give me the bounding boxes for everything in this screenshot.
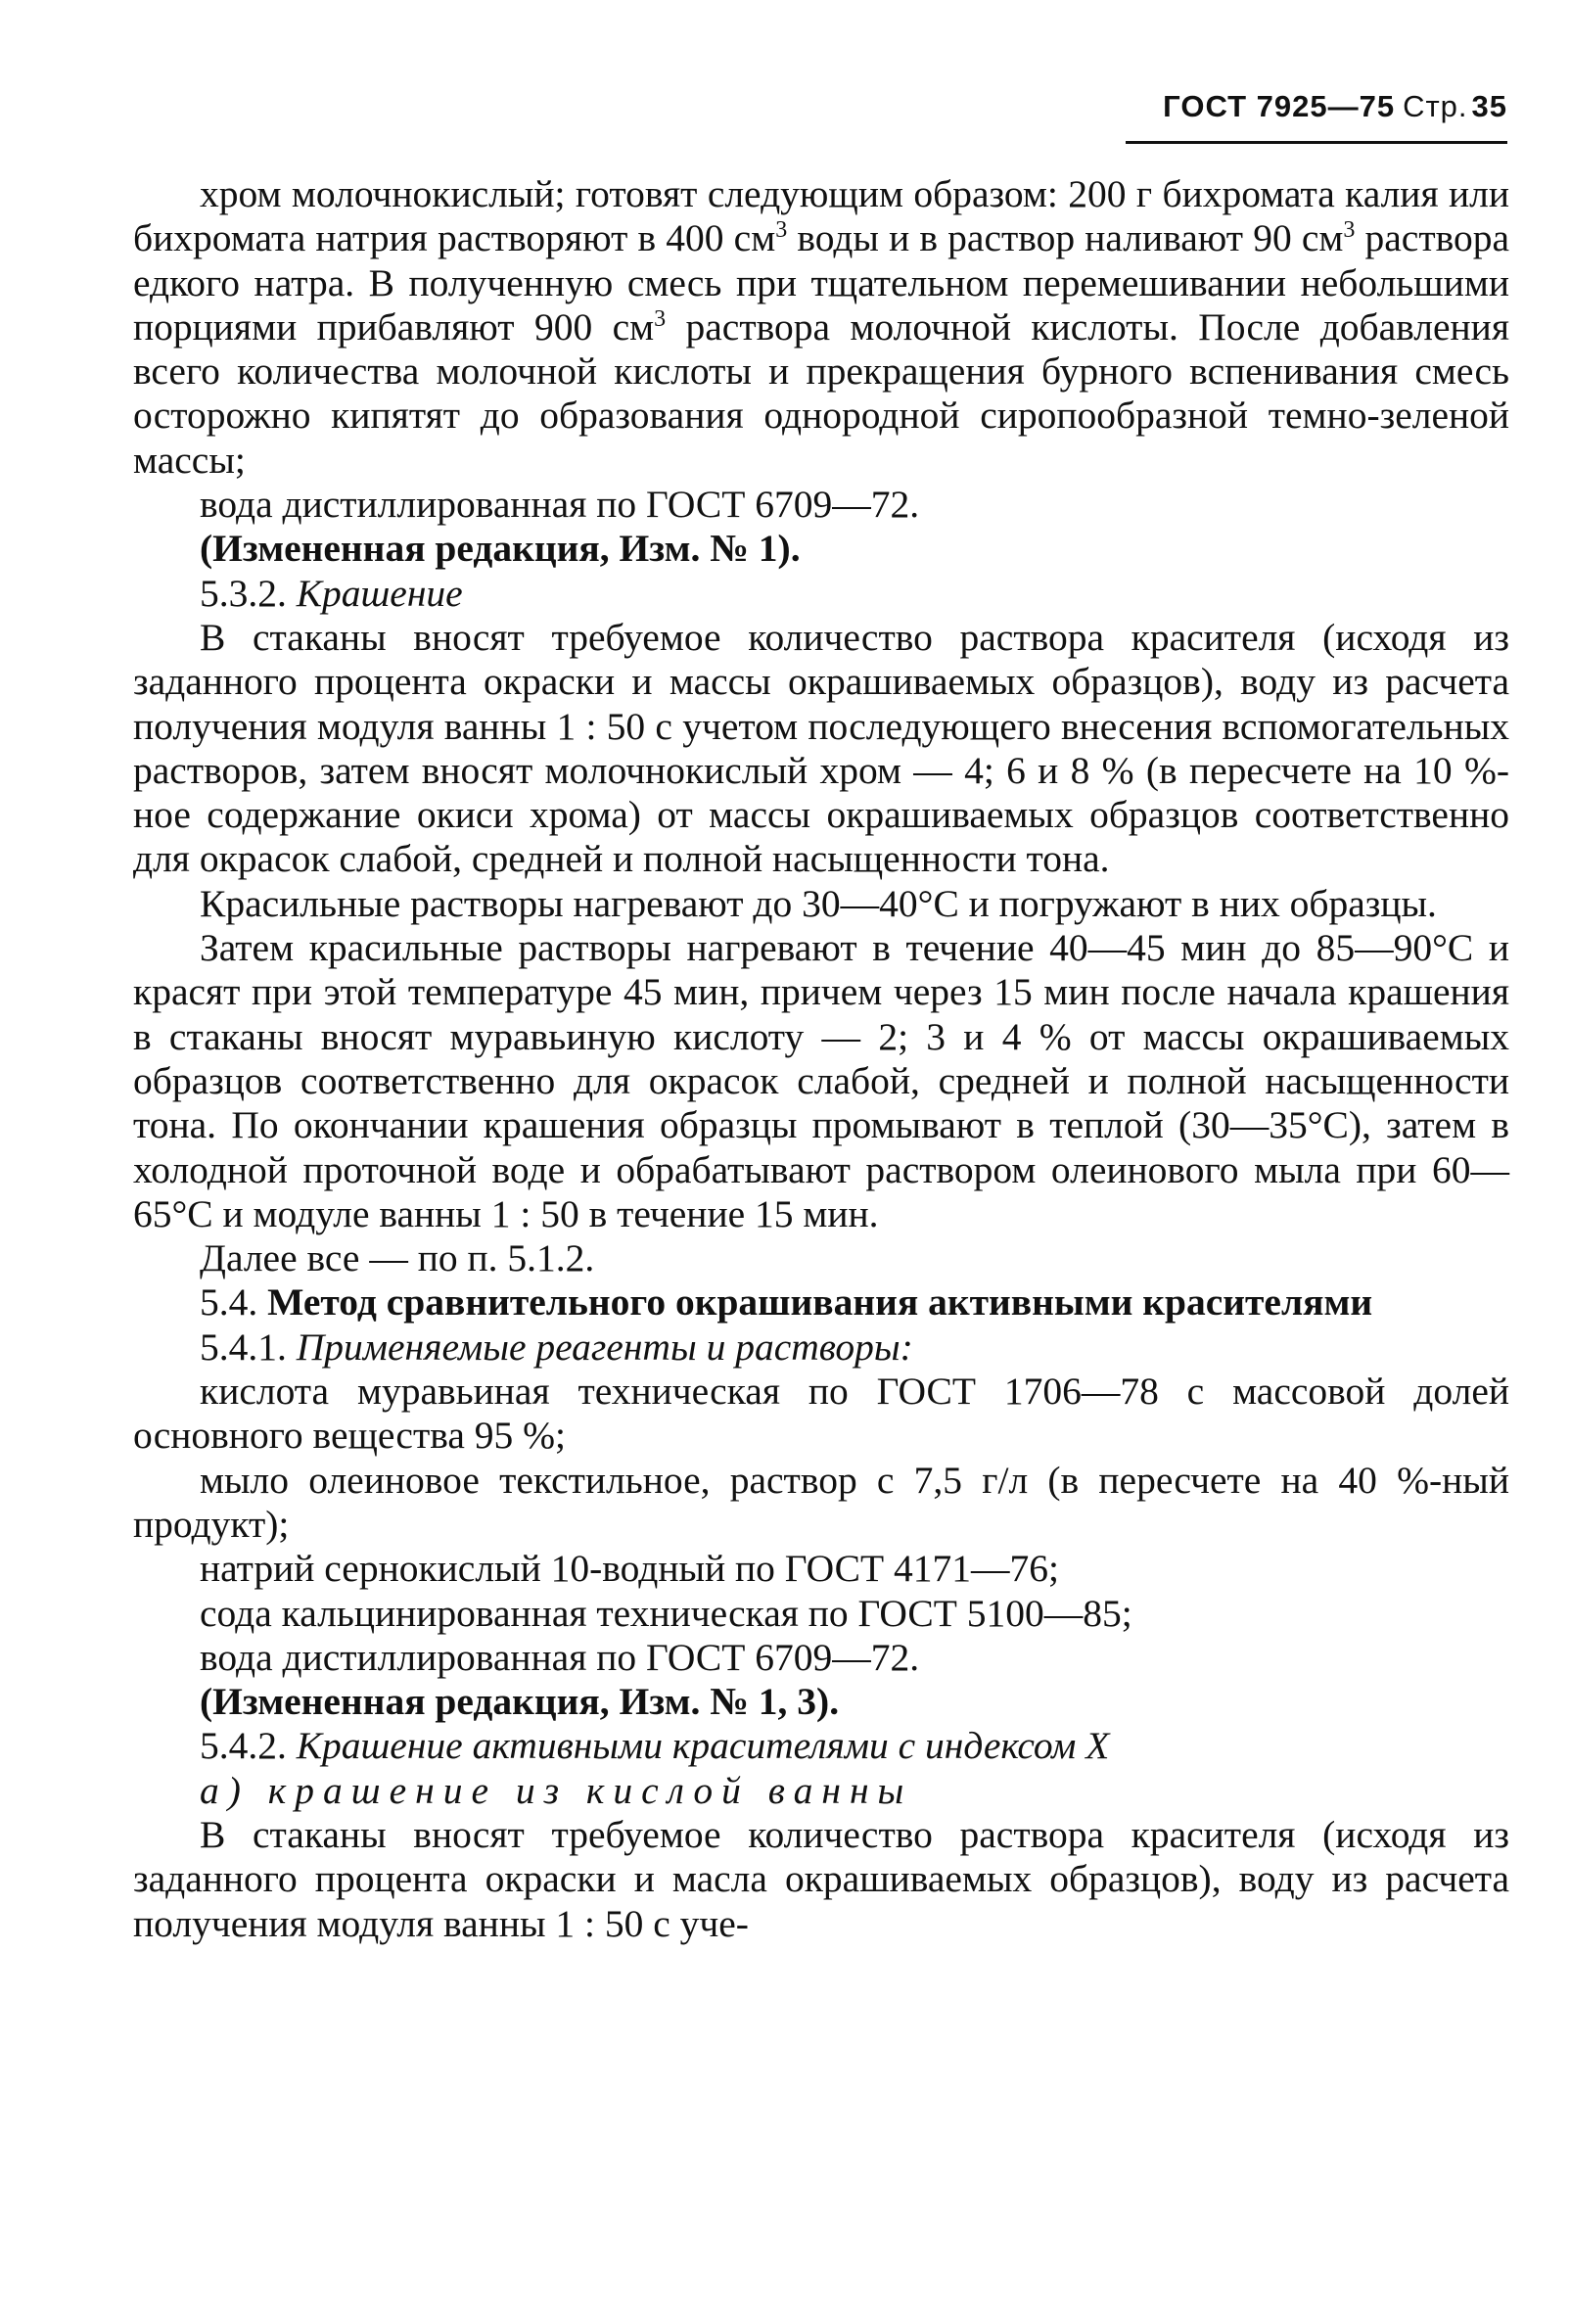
reagent-soda-ash: сода кальцинированная техническая по ГОСТ 5100—85; [200,1591,1132,1635]
section-title: Метод сравнительного окрашивания активными красителями [267,1280,1373,1325]
subsection-a-heading: а) крашение из кислой ванны [200,1768,913,1812]
section-number: 5.4. [200,1280,258,1325]
section-5-4-2-heading [133,1724,1509,1768]
page-number: 35 [1471,89,1507,123]
reagent-water: вода дистиллированная по ГОСТ 6709—72. [200,1635,920,1679]
section-5-4-heading [133,1280,1509,1325]
reagent-oleic-soap: мыло олеиновое текстильное, раствор с 7,5 г/л (в пересчете на 40 %-ный продукт); [133,1458,1509,1546]
section-title: Крашение активными красителями с индексом Х [296,1724,1110,1768]
reagent-water: вода дистиллированная по ГОСТ 6709—72. [200,483,920,527]
section-5-4-1-heading [133,1325,1509,1370]
paragraph-chrome-lactate: хром молочнокислый; готовят следующим образом: 200 г бихромата калия или бихромата натрия растворяют в 400 $см^3$ воды и в раствор наливают 90 $см^3$ раствора едкого натра. В полученную смесь при тщательном перемешивании небольшими порциями прибавляют 900 $см^3$ раствора молочной кислоты. После добавления всего количества молочной кислоты и прекращения бурного вспенивания смесь осторожно кипятят до образования однородной сиропообразной темно-зеленой массы; [133,172,1510,482]
amendment-note: (Измененная редакция, Изм. № 1). [200,527,801,571]
paragraph-active-dyeing: В стаканы вносят требуемое количество раствора красителя (исходя из заданного процента окраски и масла окрашиваемых образцов), воду из расчета получения модуля ванны 1 : 50 с уче- [133,1812,1509,1945]
reagent-formic-acid: кислота муравьиная техническая по ГОСТ 1706—78 с массовой долей основного вещества 95 %; [133,1370,1509,1458]
standard-number: ГОСТ 7925—75 [1163,89,1396,123]
page-label: Стр. [1403,89,1468,123]
section-number: 5.4.2. [200,1724,287,1768]
reagent-sodium-sulfate: натрий сернокислый 10-водный по ГОСТ 4171—76; [200,1547,1059,1591]
paragraph-dyeing-1: В стаканы вносят требуемое количество раствора красителя (исходя из заданного процента окраски и массы окрашиваемых образцов), воду из расчета получения модуля ванны 1 : 50 с учетом последующего внесения вспомогательных растворов, затем вносят молочнокислый хром — 4; 6 и 8 % (в пересчете на 10 %-ное содержание окиси хрома) от массы окрашиваемых образцов соответственно для окрасок слабой, средней и полной насыщенности тона. [133,615,1509,881]
section-number: 5.4.1. [200,1325,287,1369]
superscript: 3 [654,305,667,332]
section-title: Применяемые реагенты и растворы: [296,1325,913,1369]
superscript: 3 [1343,217,1356,244]
paragraph-dyeing-3: Затем красильные растворы нагревают в течение 40—45 мин до 85—90°С и красят при этой температуре 45 мин, причем через 15 мин после начала крашения в стаканы вносят муравьиную кислоту — 2; 3 и 4 % от массы окрашиваемых образцов соответственно для окрасок слабой, средней и полной насыщенности тона. По окончании крашения образцы промывают в теплой (30—35°С), затем в холодной проточной воде и обрабатывают раствором олеинового мыла при 60—65°С и модуле ванны 1 : 50 в течение 15 мин. [133,926,1509,1235]
superscript: 3 [775,217,788,244]
section-title: Крашение [296,571,463,615]
amendment-note: (Измененная редакция, Изм. № 1, 3). [200,1680,840,1724]
section-number: 5.3.2. [200,571,287,615]
paragraph-reference: Далее все — по п. 5.1.2. [200,1236,595,1280]
page-header [1126,86,1507,144]
body-text [133,172,1509,1946]
paragraph-dyeing-2: Красильные растворы нагревают до 30—40°С и погружают в них образцы. [200,881,1437,925]
section-5-3-2-heading [133,572,1509,616]
